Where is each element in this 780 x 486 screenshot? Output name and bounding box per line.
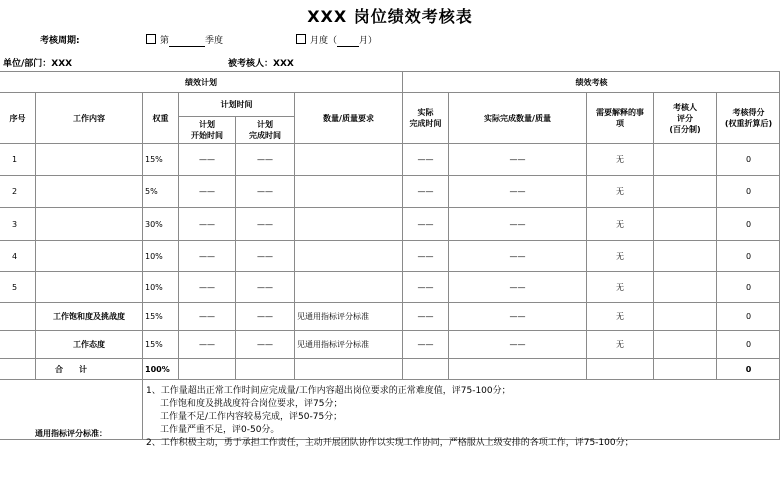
plan-start-header: 计划 开始时间 — [191, 120, 223, 140]
row-3-explain: 无 — [616, 219, 624, 229]
row-1-start: —— — [199, 155, 215, 164]
row-6-end: —— — [257, 312, 273, 321]
row-1-end: —— — [257, 155, 273, 164]
total-label: 合 计 — [55, 364, 87, 374]
plan-end-header: 计划 完成时间 — [249, 120, 281, 140]
row-2-score: 0 — [745, 187, 752, 196]
row-1-score: 0 — [745, 155, 752, 164]
row-7-content: 工作态度 — [73, 340, 105, 349]
row-7-end: —— — [257, 340, 273, 349]
row-1-actual-time: —— — [417, 155, 434, 164]
row-5-end: —— — [257, 282, 273, 292]
quarter-checkbox[interactable] — [146, 34, 156, 44]
row-5-explain: 无 — [616, 282, 624, 292]
row-1-weight: 15% — [145, 155, 163, 164]
row-6-explain: 无 — [616, 312, 624, 321]
row-6-req: 见通用指标评分标准 — [297, 312, 369, 321]
standard-line-5: 2、工作积极主动，勇于承担工作责任，主动开展团队协作以实现工作协同，严格服从上级安排的各项工作，评75-100分； — [146, 438, 634, 448]
row-6-actual-qty: —— — [509, 312, 526, 321]
row-5-weight: 10% — [145, 282, 163, 292]
actual-qty-header: 实际完成数量/质量 — [484, 113, 551, 123]
row-2-actual-qty: —— — [509, 187, 526, 196]
assess-header: 绩效考核 — [575, 77, 608, 87]
row-2-rater — [654, 176, 716, 207]
row-7-weight: 15% — [145, 340, 163, 349]
row-7-actual-time: —— — [417, 340, 434, 349]
row-3-end: —— — [257, 219, 273, 229]
row-3-weight: 30% — [145, 219, 163, 229]
month-blank[interactable] — [337, 36, 359, 47]
standard-line-3: 工作量不足/工作内容较易完成，评50-75分； — [160, 412, 343, 422]
row-2-req — [295, 176, 404, 207]
row-4-start: —— — [199, 251, 215, 261]
row-4-weight: 10% — [145, 251, 163, 261]
row-4-actual-time: —— — [417, 251, 434, 261]
row-6-rater — [654, 303, 716, 330]
row-2-end: —— — [257, 187, 273, 196]
row-3-actual-time: —— — [417, 219, 434, 229]
plan-header: 绩效计划 — [185, 77, 217, 87]
row-5-content — [36, 272, 142, 302]
row-3-content — [36, 208, 142, 240]
row-6-weight: 15% — [145, 312, 163, 321]
row-7-actual-qty: —— — [509, 340, 526, 349]
row-6-score: 0 — [745, 312, 752, 321]
row-1-actual-qty: —— — [509, 155, 526, 164]
seq-header: 序号 — [9, 113, 26, 123]
row-2-explain: 无 — [616, 187, 624, 196]
row-2-seq: 2 — [12, 187, 18, 196]
total-score: 0 — [745, 364, 752, 374]
unit-label: 单位/部门：XXX — [3, 59, 73, 69]
row-3-start: —— — [199, 219, 215, 229]
row-4-seq: 4 — [12, 251, 18, 261]
row-5-rater — [654, 272, 716, 302]
assessee-label: 被考核人：XXX — [228, 59, 294, 69]
row-5-actual-time: —— — [417, 282, 434, 292]
weight-header: 权重 — [152, 113, 169, 123]
row-6-start: —— — [199, 312, 215, 321]
standard-line-4: 工作量严重不足，评0-50分。 — [160, 425, 280, 435]
row-2-actual-time: —— — [417, 187, 434, 196]
month-checkbox[interactable] — [296, 34, 306, 44]
row-4-actual-qty: —— — [509, 251, 526, 261]
standard-line-1: 1、工作量超出正常工作时间应完成量/工作内容超出岗位要求的正常难度值，评75-100分； — [146, 386, 511, 396]
actual-time-header: 实际 完成时间 — [409, 108, 442, 128]
row-5-score: 0 — [745, 282, 752, 292]
row-6-actual-time: —— — [417, 312, 434, 321]
row-6-content: 工作饱和度及挑战度 — [53, 312, 125, 321]
row-7-rater — [654, 331, 716, 358]
content-header: 工作内容 — [73, 113, 105, 123]
row-1-req — [295, 144, 404, 175]
row-1-content — [36, 144, 142, 175]
row-1-explain: 无 — [616, 155, 624, 164]
row-7-score: 0 — [745, 340, 752, 349]
row-5-req — [295, 272, 404, 302]
row-4-content — [36, 241, 142, 271]
row-4-rater — [654, 241, 716, 271]
row-2-weight: 5% — [145, 187, 158, 196]
row-4-score: 0 — [745, 251, 752, 261]
row-5-start: —— — [199, 282, 215, 292]
row-4-req — [295, 241, 404, 271]
total-weight: 100% — [145, 364, 170, 374]
plan-time-header: 计划时间 — [220, 100, 253, 109]
row-5-actual-qty: —— — [509, 282, 526, 292]
explain-header: 需要解释的事 项 — [596, 108, 644, 128]
row-7-start: —— — [199, 340, 215, 349]
final-score-header: 考核得分 (权重折算后) — [724, 108, 773, 128]
form-title: XXX 岗位绩效考核表 — [307, 7, 473, 26]
quarter-option[interactable]: 第 季度 — [146, 33, 223, 47]
row-7-req: 见通用指标评分标准 — [297, 340, 369, 349]
row-3-actual-qty: —— — [509, 219, 526, 229]
row-1-rater — [654, 144, 716, 175]
row-2-start: —— — [199, 187, 215, 196]
row-2-content — [36, 176, 142, 207]
standard-line-2: 工作饱和度及挑战度符合岗位要求，评75分； — [160, 399, 343, 409]
row-4-end: —— — [257, 251, 273, 261]
row-3-score: 0 — [745, 219, 752, 229]
row-7-explain: 无 — [616, 340, 624, 349]
row-3-req — [295, 208, 404, 240]
row-5-seq: 5 — [12, 282, 18, 292]
row-4-explain: 无 — [616, 251, 624, 261]
row-1-seq: 1 — [12, 155, 18, 164]
grid-line — [142, 379, 143, 440]
quantity-header: 数量/质量要求 — [323, 113, 374, 123]
quarter-blank[interactable] — [169, 36, 205, 47]
period-label: 考核周期: — [40, 36, 80, 46]
row-3-rater — [654, 208, 716, 240]
standard-label: 通用指标评分标准： — [35, 428, 107, 438]
row-3-seq: 3 — [12, 219, 18, 229]
month-option[interactable]: 月度（ 月） — [296, 33, 377, 47]
rater-score-header: 考核人 评分 (百分制) — [669, 102, 701, 134]
